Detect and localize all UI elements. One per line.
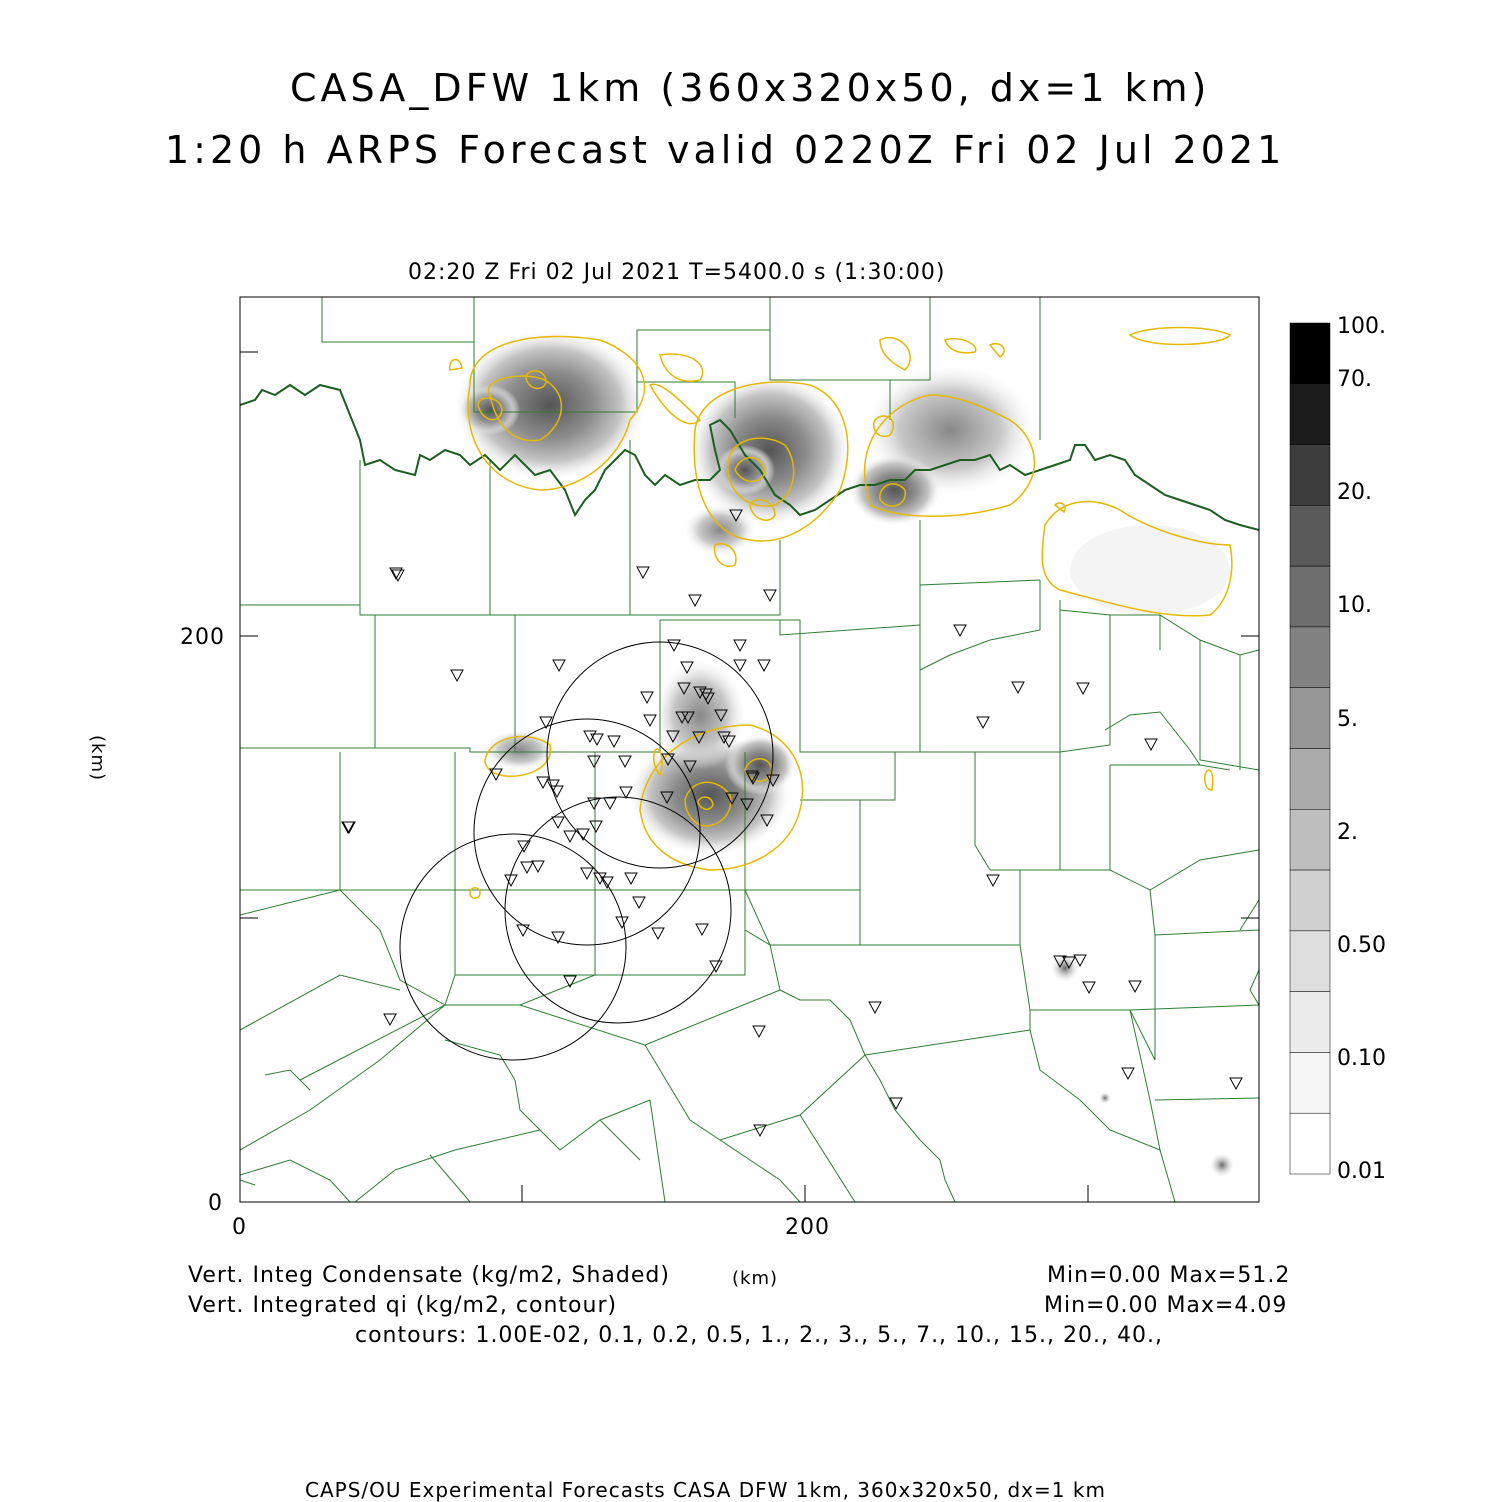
contour-variable-label: Vert. Integrated qi (kg/m2, contour) (188, 1293, 618, 1318)
colorbar-label: 2. (1337, 820, 1358, 845)
colorbar-swatch (1290, 809, 1330, 870)
colorbar-label: 70. (1337, 367, 1372, 392)
title-line-1: CASA_DFW 1km (360x320x50, dx=1 km) (290, 66, 1211, 110)
x-tick-200: 200 (785, 1215, 830, 1240)
station-marker-icon (954, 625, 966, 636)
station-marker-icon (977, 717, 989, 728)
colorbar-label: 0.01 (1337, 1159, 1386, 1184)
shaded-variable-label: Vert. Integ Condensate (kg/m2, Shaded) (188, 1263, 670, 1288)
station-marker-icon (619, 756, 631, 767)
station-marker-icon (505, 875, 517, 886)
station-marker-icon (644, 715, 656, 726)
station-marker-icon (753, 1026, 765, 1037)
colorbar-swatch (1290, 749, 1330, 810)
station-marker-icon (384, 1014, 396, 1025)
station-marker-icon (652, 928, 664, 939)
colorbar-swatch (1290, 931, 1330, 992)
colorbar-label: 0.50 (1337, 933, 1386, 958)
station-marker-icon (637, 567, 649, 578)
station-marker-icon (564, 831, 576, 842)
colorbar-swatch (1290, 1052, 1330, 1113)
station-marker-icon (604, 798, 616, 809)
colorbar-swatch (1290, 505, 1330, 566)
title-line-2: 1:20 h ARPS Forecast valid 0220Z Fri 02 Jul 2021 (165, 128, 1286, 172)
station-marker-icon (869, 1002, 881, 1013)
colorbar-swatch (1290, 384, 1330, 445)
station-marker-icon (696, 924, 708, 935)
station-marker-icon (588, 756, 600, 767)
colorbar-label: 10. (1337, 593, 1372, 618)
colorbar-swatch (1290, 992, 1330, 1053)
plot-header: 02:20 Z Fri 02 Jul 2021 T=5400.0 s (1:30:00) (408, 260, 946, 285)
station-marker-icon (521, 862, 533, 873)
colorbar-swatch (1290, 870, 1330, 931)
station-marker-icon (689, 595, 701, 606)
colorbar-label: 20. (1337, 480, 1372, 505)
footer-credit: CAPS/OU Experimental Forecasts CASA DFW 1km, 360x320x50, dx=1 km (305, 1478, 1106, 1502)
station-marker-icon (517, 925, 529, 936)
station-marker-icon (987, 875, 999, 886)
contour-range: Min=0.00 Max=4.09 (1044, 1293, 1288, 1318)
colorbar-label: 100. (1337, 314, 1386, 339)
station-marker-icon (764, 590, 776, 601)
shaded-range: Min=0.00 Max=51.2 (1047, 1263, 1291, 1288)
colorbar-swatch (1290, 627, 1330, 688)
station-marker-icon (552, 817, 564, 828)
station-marker-icon (591, 734, 603, 745)
contour-levels: contours: 1.00E-02, 0.1, 0.2, 0.5, 1., 2., 3., 5., 7., 10., 15., 20., 40., (355, 1323, 1163, 1348)
station-marker-icon (532, 861, 544, 872)
colorbar (1290, 323, 1330, 1174)
station-marker-icon (1129, 981, 1141, 992)
station-marker-icon (1230, 1078, 1242, 1089)
station-marker-icon (537, 777, 549, 788)
station-marker-icon (1122, 1068, 1134, 1079)
station-marker-icon (641, 692, 653, 703)
station-marker-icon (590, 821, 602, 832)
colorbar-swatch (1290, 323, 1330, 384)
station-marker-icon (553, 660, 565, 671)
y-tick-0: 0 (208, 1191, 223, 1216)
station-marker-icon (625, 873, 637, 884)
colorbar-swatch (1290, 1113, 1330, 1174)
station-marker-icon (1012, 682, 1024, 693)
colorbar-swatch (1290, 688, 1330, 749)
station-marker-icon (734, 660, 746, 671)
station-marker-icon (451, 670, 463, 681)
x-tick-0: 0 (232, 1215, 247, 1240)
station-marker-icon (1145, 739, 1157, 750)
colorbar-swatch (1290, 445, 1330, 506)
y-tick-200: 200 (180, 625, 225, 650)
y-axis-label: (km) (87, 735, 108, 782)
station-marker-icon (668, 640, 680, 651)
colorbar-label: 5. (1337, 707, 1358, 732)
station-marker-icon (1077, 683, 1089, 694)
station-marker-icon (608, 736, 620, 747)
station-marker-icon (734, 640, 746, 651)
x-axis-label: (km) (732, 1268, 779, 1289)
colorbar-swatch (1290, 566, 1330, 627)
station-marker-icon (633, 897, 645, 908)
colorbar-label: 0.10 (1337, 1046, 1386, 1071)
station-marker-icon (758, 660, 770, 671)
station-marker-icon (581, 868, 593, 879)
station-marker-icon (1083, 982, 1095, 993)
